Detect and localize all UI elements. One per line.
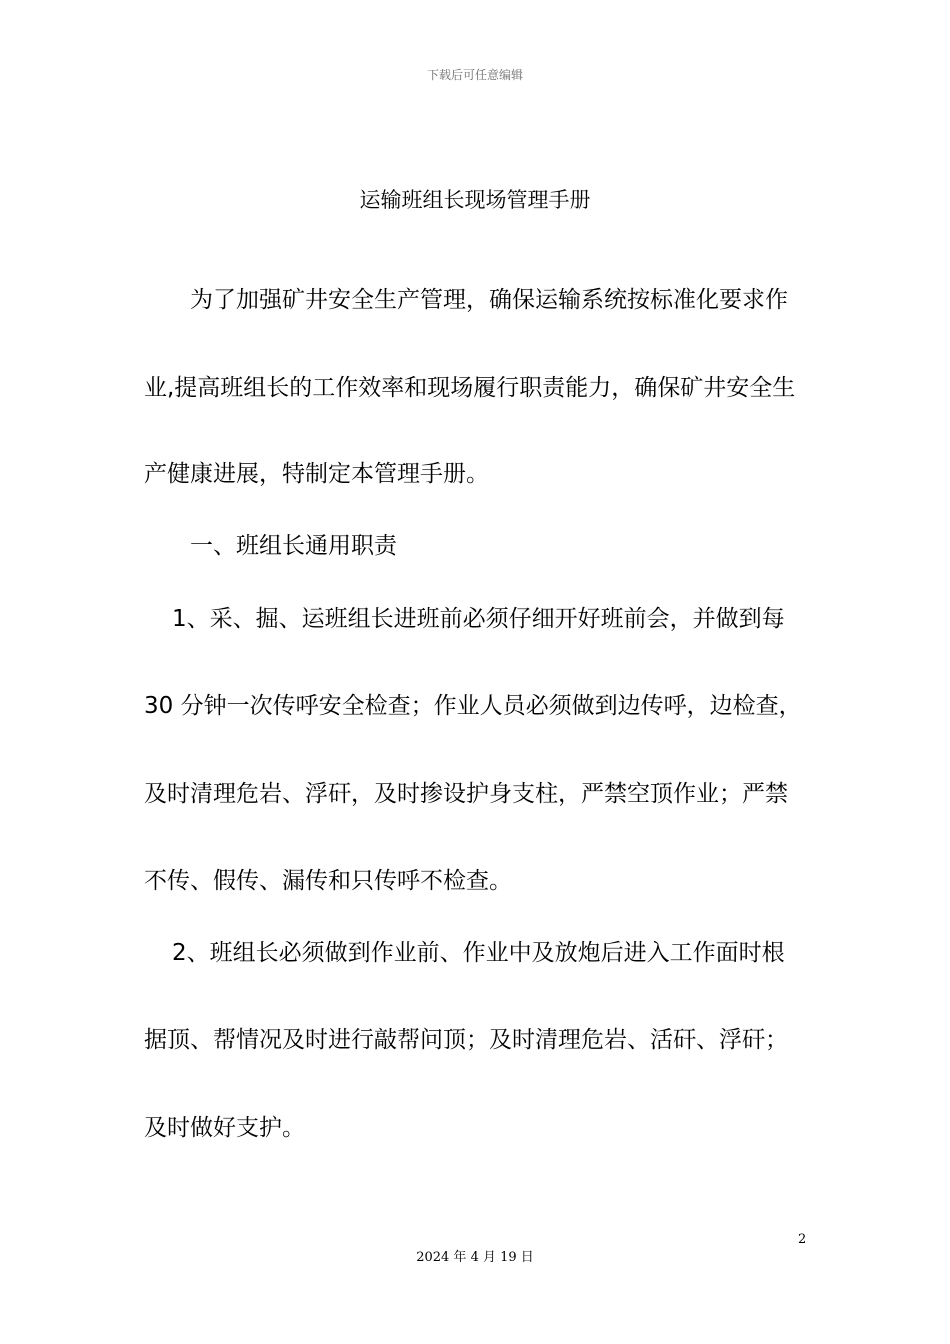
body-line-2: 业,提高班组长的工作效率和现场履行职责能力，确保矿井安全生	[144, 375, 796, 401]
body-line-3: 产健康进展，特制定本管理手册。	[144, 461, 489, 487]
body-line-1: 为了加强矿井安全生产管理，确保运输系统按标准化要求作	[190, 287, 788, 313]
body-line-5: 1、采、掘、运班组长进班前必须仔细开好班前会，并做到每	[172, 606, 785, 632]
body-line-11: 及时做好支护。	[144, 1115, 305, 1141]
section-heading: 一、班组长通用职责	[190, 533, 397, 559]
body-line-6: 30 分钟一次传呼安全检查；作业人员必须做到边传呼，边检查，	[144, 693, 802, 719]
page-number: 2	[798, 1232, 807, 1247]
body-line-8: 不传、假传、漏传和只传呼不检查。	[144, 868, 512, 894]
body-line-10: 据顶、帮情况及时进行敲帮问顶；及时清理危岩、活矸、浮矸；	[144, 1027, 788, 1053]
body-line-9: 2、班组长必须做到作业前、作业中及放炮后进入工作面时根	[172, 940, 785, 966]
body-line-7: 及时清理危岩、浮矸，及时掺设护身支柱，严禁空顶作业；严禁	[144, 781, 788, 807]
footer-date: 2024 年 4 月 19 日	[416, 1250, 534, 1265]
document-title: 运输班组长现场管理手册	[359, 188, 591, 212]
header-note: 下载后可任意编辑	[426, 68, 523, 82]
